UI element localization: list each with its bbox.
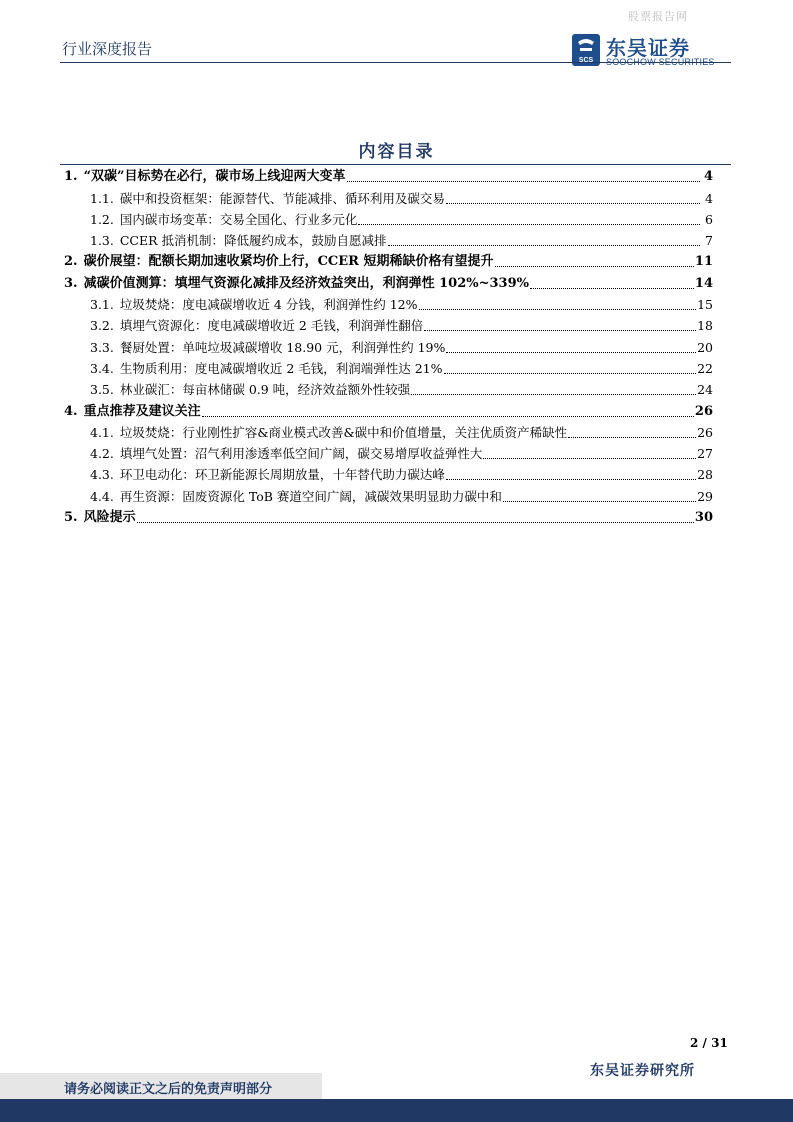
toc-entry-page: 30 bbox=[694, 510, 713, 526]
logo-english-name: SOOCHOW SECURITIES bbox=[606, 57, 715, 67]
toc-entry-1-3[interactable] bbox=[60, 229, 713, 250]
toc-entry-3-3[interactable] bbox=[60, 335, 713, 356]
toc-entry-number: 4.2. bbox=[90, 446, 114, 462]
toc-dot-leader bbox=[444, 373, 697, 374]
page-number: 2 / 31 bbox=[690, 1036, 728, 1050]
toc-entry-5[interactable] bbox=[60, 506, 713, 527]
toc-entry-text: “双碳”目标势在必行，碳市场上线迎两大变革 bbox=[83, 169, 346, 185]
table-of-contents bbox=[60, 165, 713, 527]
toc-dot-leader bbox=[446, 352, 696, 353]
toc-dot-leader bbox=[347, 181, 700, 182]
toc-entry-number: 3.3. bbox=[90, 339, 114, 355]
toc-entry-text: 环卫电动化：环卫新能源长周期放量，十年替代助力碳达峰 bbox=[119, 467, 445, 483]
toc-entry-number: 2. bbox=[64, 254, 78, 270]
toc-entry-text: 碳价展望：配额长期加速收紧均价上行，CCER 短期稀缺价格有望提升 bbox=[83, 254, 494, 270]
toc-entry-4-3[interactable] bbox=[60, 463, 713, 484]
toc-entry-page: 11 bbox=[694, 254, 713, 270]
toc-dot-leader bbox=[483, 458, 696, 459]
toc-entry-2[interactable] bbox=[60, 250, 713, 271]
toc-entry-3-4[interactable] bbox=[60, 357, 713, 378]
toc-entry-3[interactable] bbox=[60, 271, 713, 292]
toc-entry-page: 18 bbox=[697, 318, 713, 334]
toc-entry-text: 填埋气资源化：度电减碳增收近 2 毛钱，利润弹性翻倍 bbox=[119, 318, 424, 334]
toc-dot-leader bbox=[446, 203, 700, 204]
toc-entry-number: 3.5. bbox=[90, 382, 114, 398]
toc-entry-page: 22 bbox=[697, 360, 713, 376]
toc-title: 内容目录 bbox=[358, 142, 435, 162]
footer-organization: 东吴证券研究所 bbox=[590, 1063, 695, 1079]
toc-dot-leader bbox=[419, 309, 697, 310]
toc-entry-number: 1.3. bbox=[90, 233, 114, 249]
toc-entry-number: 3.1. bbox=[90, 297, 114, 313]
toc-entry-number: 1.2. bbox=[90, 211, 114, 227]
toc-entry-page: 27 bbox=[697, 446, 713, 462]
toc-dot-leader bbox=[137, 522, 694, 523]
toc-entry-1-2[interactable] bbox=[60, 208, 713, 229]
logo-chinese-name: 东吴证券 bbox=[606, 36, 690, 60]
watermark: 股票报告网 bbox=[628, 10, 688, 23]
toc-entry-number: 1.1. bbox=[90, 190, 114, 206]
toc-entry-page: 6 bbox=[705, 211, 713, 227]
toc-entry-1-1[interactable] bbox=[60, 186, 713, 207]
toc-entry-number: 3. bbox=[64, 275, 78, 291]
toc-entry-text: CCER 抵消机制：降低履约成本，鼓励自愿减排 bbox=[119, 233, 387, 249]
toc-entry-text: 再生资源：固废资源化 ToB 赛道空间广阔，减碳效果明显助力碳中和 bbox=[119, 488, 502, 504]
toc-dot-leader bbox=[446, 479, 696, 480]
toc-entry-number: 4.4. bbox=[90, 488, 114, 504]
toc-dot-leader bbox=[495, 266, 694, 267]
toc-entry-3-5[interactable] bbox=[60, 378, 713, 399]
toc-entry-page: 4 bbox=[703, 169, 713, 185]
toc-entry-text: 风险提示 bbox=[83, 510, 136, 526]
disclaimer-text: 请务必阅读正文之后的免责声明部分 bbox=[64, 1082, 273, 1097]
toc-entry-text: 碳中和投资框架：能源替代、节能减排、循环利用及碳交易 bbox=[119, 190, 445, 206]
report-type-label: 行业深度报告 bbox=[62, 40, 153, 58]
header-divider bbox=[60, 62, 731, 63]
toc-entry-text: 填埋气处置：沼气利用渗透率低空间广阔，碳交易增厚收益弹性大 bbox=[119, 446, 483, 462]
toc-entry-4-2[interactable] bbox=[60, 442, 713, 463]
toc-entry-3-1[interactable] bbox=[60, 293, 713, 314]
toc-entry-text: 林业碳汇：每亩林储碳 0.9 吨，经济效益额外性较强 bbox=[119, 382, 411, 398]
toc-dot-leader bbox=[530, 288, 694, 289]
toc-entry-number: 4.3. bbox=[90, 467, 114, 483]
toc-entry-page: 7 bbox=[705, 233, 713, 249]
toc-dot-leader bbox=[568, 437, 696, 438]
toc-entry-4-4[interactable] bbox=[60, 484, 713, 505]
toc-entry-page: 20 bbox=[697, 339, 713, 355]
toc-entry-text: 重点推荐及建议关注 bbox=[83, 403, 201, 419]
toc-entry-number: 1. bbox=[64, 169, 78, 185]
toc-entry-3-2[interactable] bbox=[60, 314, 713, 335]
toc-dot-leader bbox=[202, 416, 694, 417]
toc-dot-leader bbox=[424, 330, 696, 331]
toc-entry-number: 3.4. bbox=[90, 360, 114, 376]
toc-entry-number: 4. bbox=[64, 403, 78, 419]
toc-entry-page: 26 bbox=[697, 424, 713, 440]
toc-dot-leader bbox=[411, 394, 696, 395]
toc-entry-page: 14 bbox=[694, 275, 713, 291]
toc-entry-page: 15 bbox=[697, 297, 713, 313]
toc-dot-leader bbox=[503, 501, 696, 502]
toc-entry-text: 垃圾焚烧：度电减碳增收近 4 分钱，利润弹性约 12% bbox=[119, 297, 418, 313]
toc-entry-number: 3.2. bbox=[90, 318, 114, 334]
toc-entry-number: 4.1. bbox=[90, 424, 114, 440]
toc-entry-page: 29 bbox=[697, 488, 713, 504]
toc-entry-page: 4 bbox=[705, 190, 713, 206]
toc-entry-text: 生物质利用：度电减碳增收近 2 毛钱，利润端弹性达 21% bbox=[119, 360, 443, 376]
toc-entry-1[interactable] bbox=[60, 165, 713, 186]
disclaimer-banner bbox=[0, 1073, 322, 1099]
toc-entry-4[interactable] bbox=[60, 399, 713, 420]
toc-entry-page: 24 bbox=[697, 382, 713, 398]
logo-mark-text: SCS bbox=[578, 57, 594, 64]
toc-entry-text: 餐厨处置：单吨垃圾减碳增收 18.90 元，利润弹性约 19% bbox=[119, 339, 446, 355]
toc-dot-leader bbox=[358, 224, 700, 225]
toc-entry-text: 垃圾焚烧：行业刚性扩容&商业模式改善&碳中和价值增量，关注优质资产稀缺性 bbox=[119, 424, 568, 440]
footer-bar bbox=[0, 1099, 793, 1122]
toc-entry-4-1[interactable] bbox=[60, 421, 713, 442]
toc-dot-leader bbox=[388, 245, 701, 246]
toc-entry-number: 5. bbox=[64, 510, 78, 526]
toc-entry-page: 28 bbox=[697, 467, 713, 483]
toc-entry-page: 26 bbox=[694, 403, 713, 419]
toc-entry-text: 国内碳市场变革：交易全国化、行业多元化 bbox=[119, 211, 358, 227]
toc-entry-text: 减碳价值测算：填埋气资源化减排及经济效益突出，利润弹性 102%~339% bbox=[83, 275, 529, 291]
